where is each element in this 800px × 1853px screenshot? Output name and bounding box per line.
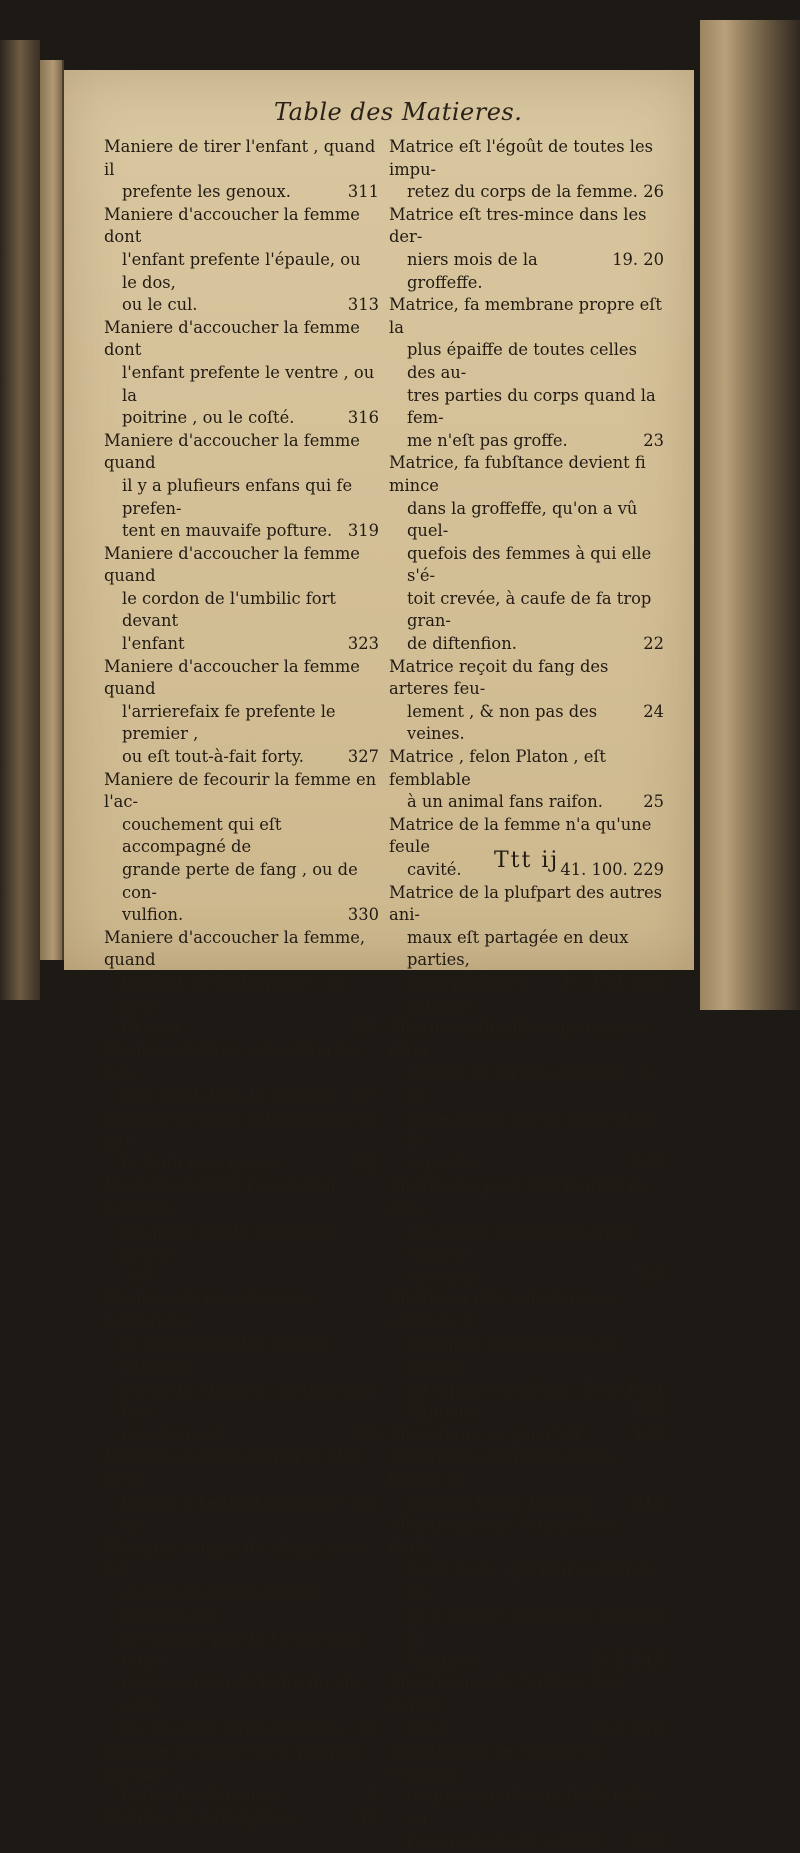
index-entry [104,1808,379,1831]
index-entry-line: quelques femmes fans en mourir, [407,1334,617,1377]
page-number: 19. 20 [612,249,664,269]
page-number: 319 [347,521,379,541]
index-entry-text: à un animal fans raifon. [407,792,603,812]
page-number: 396 [632,1266,664,1286]
index-entry-line [104,407,379,430]
index-entry-line: Maniere de faire l'operation cefarien- [104,1176,337,1218]
index-entry-text: prefente les genoux. [122,182,291,202]
index-entry [104,136,379,204]
index-entry-line: ment deux , qui font contiguës l'u- [407,1560,659,1602]
index-entry [104,1446,379,1536]
index-entry-line: l'enfant prefente le ventre , ou la [122,362,375,405]
index-entry-text: & en plufieurs cellules. [407,972,526,1015]
index-entry-line: meres ont eû de boire du vin , com- [122,1673,370,1715]
index-entry-line: Matrice de la plufpart des autres ani- [389,882,663,925]
index-entry-line [389,1153,664,1176]
index-entry-line: Maniere d'accoucher la femme quand [104,430,360,473]
index-entry-text: couchement. [122,1424,228,1444]
index-entry-line [389,1718,664,1741]
index-entry-line [104,1492,379,1537]
index-entry-line: ne aprés que la femme eſt morte. [122,1221,338,1264]
previous-page-edge [0,40,40,1000]
index-entry-line: l'enfant eſt hydropique , ou mon- [122,972,347,1015]
index-entry-line: quefois des femmes à qui elle s'é- [407,543,652,586]
index-entry [389,204,664,294]
index-entry-line: Maniere de faire extraction de l'en- [104,1040,357,1083]
page-number: 22 [643,634,664,654]
index-entry-line: res de la Matrice , caufées par l'ac- [122,1379,375,1422]
page-number: 337 [347,1085,379,1105]
index-entry [389,294,664,452]
index-entry [389,746,664,814]
index-entry-line: maux eſt partagée en deux parties, [407,927,629,970]
index-entry-line [389,249,664,294]
index-entry-line [389,1831,664,1853]
index-entry-text: ſtrueux. [122,1018,188,1038]
page-number: 330 [347,905,379,925]
index-entry-text: mais au fœtus humain. [407,1492,596,1512]
index-entry-text: l'accouchement naturel. [407,1831,607,1851]
index-entry [104,1537,379,1740]
index-entry-text: capacité. [407,1153,482,1173]
index-entry-line: Membrane allantoïde ne fe trouve ja- [389,1447,613,1490]
index-entry [104,656,379,769]
index-entry-line [104,181,379,204]
index-column-left [104,136,379,1831]
index-entry-line: Matrice , felon Platon , eſt femblable [389,747,606,789]
index-entry-text: cavité. [407,860,462,879]
page-number: 212. 213 [591,1718,664,1738]
index-entry-line: l'arrierefaix fe prefente le premier , [122,701,336,744]
page-number: 17 [358,1808,379,1828]
index-entry [389,882,664,1018]
page-number: 64 [358,1718,379,1738]
index-entry-line [104,1017,379,1040]
page-number: 440 [632,1424,664,1444]
index-entry-line: dans la groffeffe, qu'on a vû quel- [407,498,638,541]
index-entry-text: Ægineta. [407,1402,481,1422]
index-entry-line: Maniere de remedier aux contufions [104,1289,314,1331]
index-entry-line [104,1424,379,1447]
index-entry-text: ou eſt tout-à-fait forty. [122,747,304,767]
index-entry-line: le cordon de l'umbilic fort devant [122,588,336,631]
index-entry-line [104,1085,379,1108]
index-entry-line [389,633,664,656]
index-entry-line: Maniere d'accoucher la femme dont [104,204,360,247]
index-entry-line: au rapport d'Aëtius , & de Paul [407,1379,663,1399]
index-entry [389,1672,664,1740]
index-entry-text: vulfion. [122,905,184,925]
index-entry-text: ou le cul. [122,295,198,315]
index-entry [389,1175,664,1288]
index-entry-line: Matrice ne peut rien fouffrir de con- [389,1176,649,1218]
index-entry-line [389,701,664,746]
index-entry-line [104,294,379,317]
page-number: 23 [643,430,664,450]
index-entry-line: grande perte de fang , ou de con- [122,860,358,902]
index-entry-line [104,633,379,656]
page-number: 212. 213 [591,1650,664,1670]
index-entry [104,317,379,430]
index-entry [104,1108,379,1176]
signature-mark: Ttt ij [494,848,560,873]
index-entry [104,769,379,927]
page-number: 342 [347,1153,379,1173]
page-number: 214 [632,1492,664,1512]
index-entry [389,1017,664,1175]
index-entry-line: & déchirures des parties exterieu- [122,1334,327,1377]
index-entry [389,136,664,204]
index-entry-line [389,1401,664,1424]
index-entry-line: Maniere de tirer l'enfant , quand il [104,137,376,179]
index-entry-line: laiffe jamais aucun vuide dans fa [407,1108,657,1151]
index-entry-line: couchement qui eſt accompagné de [122,814,282,857]
page-number: 313 [347,295,379,315]
page-number: 316 [347,408,379,428]
index-entry-text: me on croit ordinairement. [122,1718,345,1738]
index-entry-line: toit crevée, à caufe de fa trop gran- [407,588,652,631]
index-entry-line [104,1718,379,1741]
index-entry-text: Meconium, ce que c'eſt. [389,1424,587,1444]
index-entry-line: Maniere d'accoucher la femme, quand [104,927,366,970]
index-entry-line: Maniere d'accoucher la femme dont [104,317,360,360]
index-entry [389,1424,664,1447]
page-number: 194 [632,1831,664,1851]
index-entry-text: me n'eſt pas groffe. [407,430,568,450]
index-entry [389,1446,664,1514]
index-entry-line: Matrice de la femme n'a qu'une feule [389,814,652,857]
index-entry-line [389,1424,664,1447]
page-number: 41. 100. 229 [560,860,664,879]
index-entry-line: plus épaiffe de toutes celles des au- [407,340,637,382]
book-fore-edge [700,20,800,1010]
page-number: 26 [643,182,664,202]
index-entry-line [389,430,664,453]
index-entry-line: tenu dans fa capacité aprés l'accou- [407,1221,635,1264]
page-number: 24 [643,701,664,721]
page-number: 25 [643,792,664,812]
index-entry-line: l'enfant prefente l'épaule, ou le dos, [122,249,361,292]
index-entry-line: Maniere de bien couper le filet de la [104,1447,360,1490]
index-entry-line: Matrice eſt tres-mince dans les der- [389,204,647,247]
index-entry [104,1740,379,1808]
page-number: 389 [347,1424,379,1444]
index-entry-line: 347 [122,1266,154,1286]
page-title: Table des Matieres. [274,98,523,126]
index-entry-line: quelles plufieurs enfans naiffent, ne [122,1583,320,1625]
index-entry-line [389,791,664,814]
index-entry-text: lement , & non pas des veines. [407,701,598,744]
index-entry-line: Matrice eſt caufe de la plufpart des ma- [104,1741,364,1783]
index-entry-line: Membranes de l'enfant, leur defcri- [389,1673,624,1715]
page-number: 105 [632,1153,664,1173]
index-column-right [389,136,664,1853]
index-entry-line [389,972,664,1017]
index-entry-line: Matrice reçoit du fang des arteres feu- [389,656,609,699]
page-number: 41. 100. 229 [560,972,664,992]
index-entry-line: tres parties du corps quand la fem- [407,385,656,428]
page-number: 327 [347,747,379,767]
index-entry [104,1288,379,1446]
index-entry-line [389,181,664,204]
index-entry-text: l'enfant [122,634,185,654]
index-entry-line [389,1492,664,1515]
index-entry-line: Matrice a eſté entierement extirpée à [389,1289,612,1331]
index-entry-text: fant mort dans la Matrice. [122,1085,339,1105]
page-number: 311 [347,182,379,202]
index-entry-line [104,746,379,769]
index-entry [389,1514,664,1672]
index-entry-line: Matrice eſt l'égoût de toutes les impu- [389,137,653,179]
index-entry-line: Matrice, fa fubſtance devient fi mince [389,453,646,495]
index-entry-line: tement ce qu'elle contient , & ne [407,1063,653,1105]
index-entry-text: de diftenfion. [407,634,517,654]
index-entry-text: ladies des femmes. [122,1786,280,1806]
index-entry-text: niers mois de la groffeffe. [407,249,538,292]
index-entry-line [104,1808,379,1831]
index-entry-line [104,520,379,543]
index-entry-line [104,904,379,927]
index-entry-line: procedent pas de l'envie que leurs [122,1628,360,1670]
page-number: 323 [347,634,379,654]
index-entry-line: il y a plufieurs enfans qui fe prefen- [122,475,353,518]
page-number: 1 [368,1786,379,1806]
index-entry [104,1040,379,1108]
index-entry-text: langue à l'enfant nouveau-né. [122,1492,342,1535]
index-entry-text: l'amnios. [407,1650,481,1670]
index-entry-text: ption. [407,1718,455,1738]
page-number: 383 [632,1402,664,1422]
index-entry [389,1740,664,1853]
index-entry-line: Maniere de fecourir la femme en l'ac- [104,769,377,812]
binding-strip [40,60,64,960]
index-entry [104,927,379,1040]
index-entry-text: poitrine , ou le coſté. [122,408,295,428]
index-entry-text: chement. [407,1266,484,1286]
page-number: 461 [347,1492,379,1512]
index-entry [104,1175,379,1288]
index-entry-text: retez du corps de la femme. [407,182,638,202]
index-entry-line: Maniere de faire extraction de la mo- [104,1108,377,1151]
index-entry-line: Maniere d'accoucher la femme quand [104,656,360,699]
index-entry-text: Matrice, fa defcription. [104,1808,296,1828]
page-number: 334 [347,1018,379,1038]
index-entry [104,430,379,543]
index-entry-line [104,1153,379,1176]
index-entry [104,204,379,317]
index-entry [389,1288,664,1424]
index-entry-line: Matrice embraffe toûjours tres-étroi- [389,1018,650,1060]
index-entry-line [389,1650,664,1673]
index-entry-line: toûjours au devant de fa tefte en [407,1786,652,1828]
book-page [64,70,694,1851]
index-entry-line: Membranes de l'enfant font feule- [389,1515,619,1557]
index-entry-line [389,1266,664,1289]
index-entry-line: Membranes de l'enfant fe rompent [389,1741,601,1783]
index-entry-line [104,1785,379,1808]
index-entry-text: tent en mauvaife pofture. [122,521,333,541]
index-entry [389,452,664,655]
index-entry-line: Matrice, fa membrane propre eſt la [389,295,662,337]
index-entry [104,543,379,656]
index-entry [389,656,664,746]
index-entry-line: Marques rouges du vifage, avec lef- [104,1537,369,1580]
index-entry-line: ne à l'autre , fçavoir le chorion & [407,1605,662,1648]
index-entry-text: le & du faux germe. [122,1153,287,1173]
index-entry-line: Maniere d'accoucher la femme quand [104,543,360,586]
